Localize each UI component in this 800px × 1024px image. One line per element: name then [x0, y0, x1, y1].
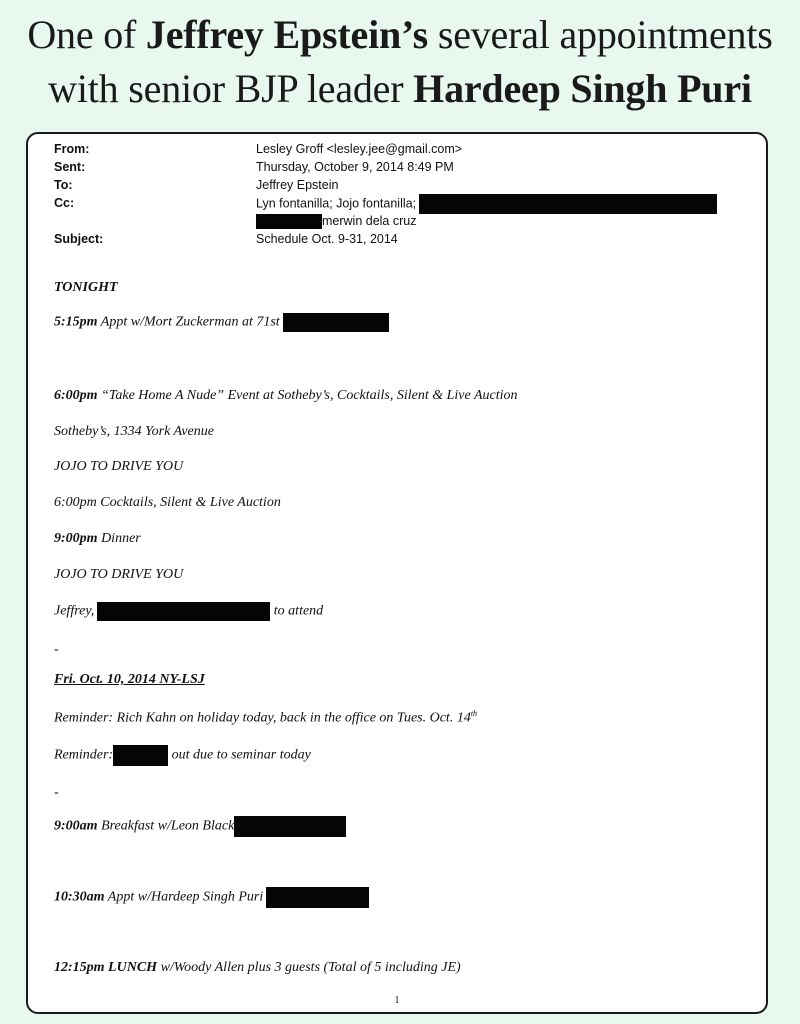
time-9-00pm: 9:00pm: [54, 531, 98, 546]
cc-value-2: [256, 212, 416, 230]
schedule-line-jojo-drive-2: JOJO TO DRIVE YOU: [54, 567, 184, 582]
redaction-block: [266, 887, 369, 908]
time-12-15pm-lunch: 12:15pm LUNCH: [54, 960, 158, 975]
page-number: 1: [394, 995, 400, 1006]
time-6-00pm: 6:00pm: [54, 388, 98, 403]
headline: [0, 8, 800, 116]
schedule-line-jeffrey-attend: Jeffrey, to attend: [54, 602, 323, 621]
sent-label: Sent:: [54, 160, 86, 174]
schedule-line-mort-zuckerman: 5:15pm Appt w/Mort Zuckerman at 71st: [54, 313, 389, 332]
cc-row: [54, 194, 717, 212]
email-header: [54, 140, 717, 248]
schedule-line-jojo-drive-1: JOJO TO DRIVE YOU: [54, 459, 184, 474]
time-5-15pm: 5:15pm: [54, 314, 98, 330]
headline-line-1: [0, 8, 800, 62]
cc-row-2: [54, 212, 717, 230]
headline-name-puri: Hardeep Singh Puri: [413, 66, 752, 111]
tonight-heading: TONIGHT: [54, 280, 118, 295]
cc-value-1: [256, 194, 717, 212]
schedule-line-leon-black: 9:00am Breakfast w/Leon Black: [54, 816, 346, 837]
headline-line-1-pre: One of: [27, 12, 146, 57]
email-document: [26, 132, 768, 1014]
cc-names: Lyn fontanilla; Jojo fontanilla;: [256, 196, 417, 211]
separator-dash-1: -: [54, 642, 59, 657]
to-value: Jeffrey Epstein: [256, 178, 339, 192]
schedule-line-hardeep-singh-puri: 10:30am Appt w/Hardeep Singh Puri: [54, 887, 369, 908]
subject-label: Subject:: [54, 232, 104, 246]
headline-line-2-pre: with senior BJP leader: [48, 66, 414, 111]
sent-value: Thursday, October 9, 2014 8:49 PM: [256, 160, 454, 174]
schedule-line-cocktails: 6:00pm Cocktails, Silent & Live Auction: [54, 495, 281, 510]
schedule-line-woody-allen-lunch: 12:15pm LUNCH w/Woody Allen plus 3 guests (Total of 5 including JE): [54, 960, 461, 975]
redaction-block: [234, 816, 346, 837]
redaction-block: [419, 194, 717, 214]
headline-line-2: [0, 62, 800, 116]
headline-name-epstein: Jeffrey Epstein’s: [145, 12, 429, 57]
cc-label: Cc:: [54, 196, 75, 210]
to-label: To:: [54, 178, 73, 192]
headline-line-1-post: several appointments: [428, 12, 773, 57]
redaction-block: [97, 602, 270, 621]
from-label: From:: [54, 142, 90, 156]
cc-name-merwin: merwin dela cruz: [322, 214, 417, 228]
time-9-00am: 9:00am: [54, 818, 98, 834]
time-10-30am: 10:30am: [54, 889, 105, 905]
redaction-block: [113, 745, 168, 766]
schedule-line-sothebys-event: 6:00pm “Take Home A Nude” Event at Sotheby’s, Cocktails, Silent & Live Auction: [54, 388, 518, 403]
schedule-line-dinner: 9:00pm Dinner: [54, 531, 141, 546]
reminder-seminar: Reminder: out due to seminar today: [54, 745, 311, 766]
subject-row: [54, 230, 717, 248]
sent-row: [54, 158, 717, 176]
reminder-rich-kahn: Reminder: Rich Kahn on holiday today, back in the office on Tues. Oct. 14th: [54, 709, 478, 726]
schedule-line-sothebys-address: Sotheby’s, 1334 York Avenue: [54, 424, 214, 439]
to-row: [54, 176, 717, 194]
from-row: [54, 140, 717, 158]
redaction-block: [256, 214, 322, 229]
from-value: Lesley Groff <lesley.jee@gmail.com>: [256, 142, 463, 156]
separator-dash-2: -: [54, 785, 59, 800]
subject-value: Schedule Oct. 9-31, 2014: [256, 232, 398, 246]
redaction-block: [283, 313, 389, 332]
friday-heading: Fri. Oct. 10, 2014 NY-LSJ: [54, 672, 205, 687]
